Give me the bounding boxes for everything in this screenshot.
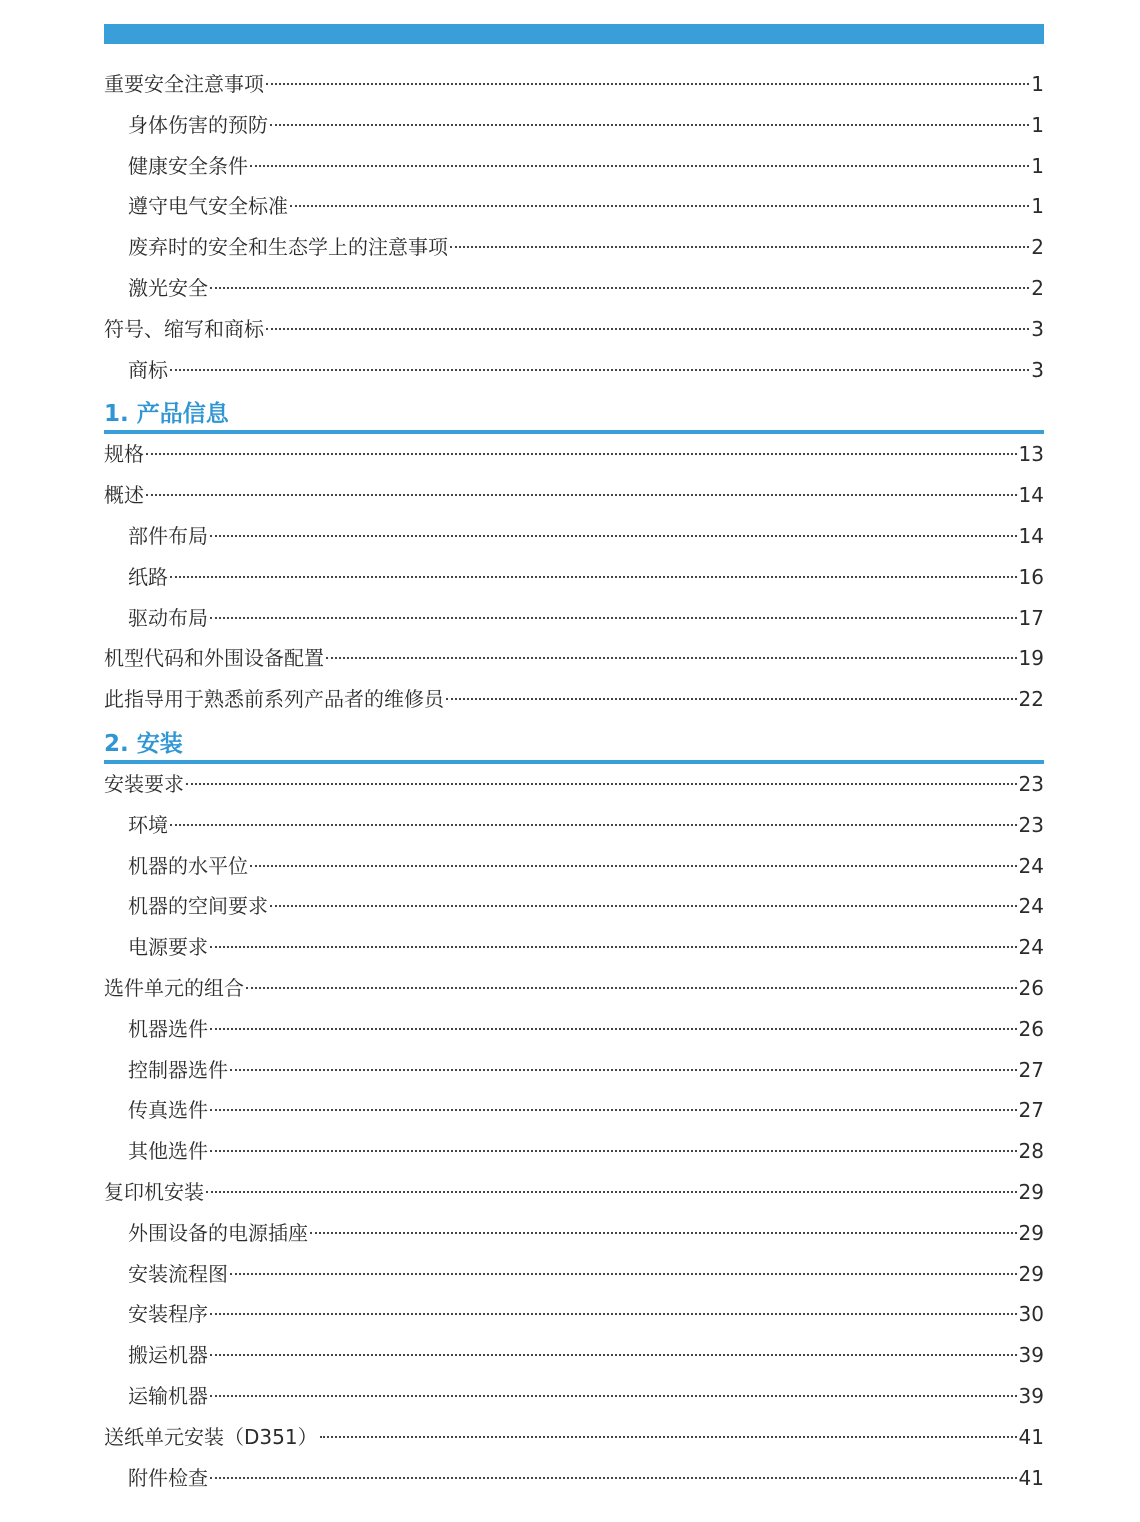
toc-entry-label: 部件布局 — [128, 523, 208, 548]
toc-subentry[interactable] — [104, 350, 1044, 391]
dot-leader — [230, 1272, 1017, 1275]
toc-subentry[interactable] — [104, 1090, 1044, 1131]
chapter-heading — [104, 720, 1044, 764]
dot-leader — [210, 1394, 1017, 1397]
toc-entry-label: 重要安全注意事项 — [104, 72, 264, 96]
toc-page-number: 19 — [1018, 646, 1044, 671]
toc-page-number: 41 — [1018, 1465, 1044, 1490]
toc-subentry[interactable] — [104, 1213, 1044, 1254]
toc-subentry[interactable] — [104, 516, 1044, 557]
dot-leader — [170, 575, 1017, 578]
toc-subentry[interactable] — [104, 846, 1044, 887]
toc-entry-label: 安装流程图 — [128, 1261, 228, 1286]
dot-leader — [210, 1312, 1017, 1315]
toc-page-number: 24 — [1018, 935, 1044, 960]
toc-subentry[interactable] — [104, 1050, 1044, 1091]
toc-subentry[interactable] — [104, 1294, 1044, 1335]
dot-leader — [320, 1435, 1017, 1438]
toc-entry-label: 身体伤害的预防 — [128, 112, 268, 137]
toc-page-number: 2 — [1031, 235, 1044, 260]
toc-page-number: 29 — [1018, 1261, 1044, 1286]
dot-leader — [210, 1027, 1017, 1030]
toc-subentry[interactable] — [104, 186, 1044, 227]
dot-leader — [246, 986, 1017, 989]
toc-page-number: 39 — [1018, 1383, 1044, 1408]
dot-leader — [210, 534, 1017, 537]
toc-page-number: 17 — [1018, 605, 1044, 630]
toc-subentry[interactable] — [104, 227, 1044, 268]
toc-entry-label: 送纸单元安装（D351） — [104, 1424, 318, 1449]
toc-entry-label: 纸路 — [128, 564, 168, 589]
toc-entry-label: 符号、缩写和商标 — [104, 316, 264, 341]
toc-subentry[interactable] — [104, 1335, 1044, 1376]
toc-subentry[interactable] — [104, 1376, 1044, 1417]
dot-leader — [310, 1231, 1017, 1234]
toc-page-number: 26 — [1018, 975, 1044, 1000]
chapter-title: 1. 产品信息 — [104, 401, 229, 428]
toc-subentry[interactable] — [104, 927, 1044, 968]
dot-leader — [210, 616, 1017, 619]
toc-page-number: 22 — [1018, 687, 1044, 712]
toc-entry-label: 安装要求 — [104, 771, 184, 796]
toc-page-number: 29 — [1018, 1179, 1044, 1204]
toc-entry[interactable] — [104, 968, 1044, 1009]
toc-entry-label: 驱动布局 — [128, 605, 208, 630]
toc-entry-label: 传真选件 — [128, 1098, 208, 1123]
toc-page-number: 3 — [1031, 357, 1044, 382]
toc-entry-label: 遵守电气安全标准 — [128, 194, 288, 219]
toc-page-number: 14 — [1018, 523, 1044, 548]
toc-entry-label: 机器的空间要求 — [128, 894, 268, 919]
toc-entry-label: 安装程序 — [128, 1302, 208, 1327]
toc-subentry[interactable] — [104, 268, 1044, 309]
dot-leader — [270, 904, 1017, 907]
toc-entry-label: 规格 — [104, 442, 144, 467]
toc-page-number: 23 — [1018, 771, 1044, 796]
toc-subentry[interactable] — [104, 1009, 1044, 1050]
dot-leader — [230, 1068, 1017, 1071]
toc-subentry[interactable] — [104, 105, 1044, 146]
dot-leader — [450, 245, 1029, 248]
dot-leader — [146, 452, 1017, 455]
toc-entry[interactable] — [104, 64, 1044, 105]
toc-entry-label: 电源要求 — [128, 935, 208, 960]
chapter-rule — [104, 430, 1044, 434]
toc-subentry[interactable] — [104, 557, 1044, 598]
toc-page-number: 2 — [1031, 275, 1044, 300]
dot-leader — [270, 123, 1029, 126]
toc-entry-label: 概述 — [104, 483, 144, 508]
toc-page-number: 16 — [1018, 564, 1044, 589]
toc-entry-label: 附件检查 — [128, 1465, 208, 1490]
toc-subentry[interactable] — [104, 805, 1044, 846]
toc-entry-label: 运输机器 — [128, 1383, 208, 1408]
toc-entry-label: 复印机安装 — [104, 1179, 204, 1204]
toc-page-number: 3 — [1031, 316, 1044, 341]
toc-entry[interactable] — [104, 434, 1044, 475]
toc-entry-label: 环境 — [128, 812, 168, 837]
toc-entry[interactable] — [104, 475, 1044, 516]
toc-entry-label: 控制器选件 — [128, 1057, 228, 1082]
dot-leader — [206, 1190, 1017, 1193]
dot-leader — [210, 286, 1029, 289]
dot-leader — [266, 82, 1029, 85]
toc-page-number: 1 — [1031, 112, 1044, 137]
toc-entry-label: 搬运机器 — [128, 1343, 208, 1368]
toc-entry-label: 此指导用于熟悉前系列产品者的维修员 — [104, 687, 444, 712]
toc-entry[interactable] — [104, 1172, 1044, 1213]
toc-page-number: 1 — [1031, 194, 1044, 219]
toc-page-number: 27 — [1018, 1057, 1044, 1082]
toc-entry[interactable] — [104, 679, 1044, 720]
toc-entry-label: 其他选件 — [128, 1139, 208, 1164]
chapter-rule — [104, 760, 1044, 764]
toc-page-number: 24 — [1018, 894, 1044, 919]
toc-entry-label: 健康安全条件 — [128, 153, 248, 178]
dot-leader — [210, 1353, 1017, 1356]
toc-page-number: 27 — [1018, 1098, 1044, 1123]
dot-leader — [446, 697, 1017, 700]
toc-subentry[interactable] — [104, 1254, 1044, 1295]
dot-leader — [186, 782, 1017, 785]
toc-subentry[interactable] — [104, 146, 1044, 187]
dot-leader — [210, 1108, 1017, 1111]
toc-entry-label: 机器的水平位 — [128, 853, 248, 878]
toc-page-number: 26 — [1018, 1016, 1044, 1041]
toc-page-number: 29 — [1018, 1220, 1044, 1245]
toc-entry[interactable] — [104, 638, 1044, 679]
toc-subentry[interactable] — [104, 598, 1044, 639]
chapter-heading — [104, 390, 1044, 434]
dot-leader — [250, 164, 1029, 167]
toc-page-number: 41 — [1018, 1424, 1044, 1449]
toc-entry[interactable] — [104, 309, 1044, 350]
toc-subentry[interactable] — [104, 1131, 1044, 1172]
dot-leader — [326, 656, 1017, 659]
dot-leader — [146, 493, 1017, 496]
dot-leader — [290, 204, 1029, 207]
toc-page-number: 1 — [1031, 72, 1044, 96]
toc-page-number: 39 — [1018, 1343, 1044, 1368]
toc-page-number: 30 — [1018, 1302, 1044, 1327]
toc-page-number: 13 — [1018, 442, 1044, 467]
toc-entry-label: 机器选件 — [128, 1016, 208, 1041]
toc-page-number: 24 — [1018, 853, 1044, 878]
toc-entry-label: 废弃时的安全和生态学上的注意事项 — [128, 235, 448, 260]
toc-page-number: 1 — [1031, 153, 1044, 178]
dot-leader — [170, 368, 1029, 371]
toc-page-number: 14 — [1018, 483, 1044, 508]
toc-entry-label: 机型代码和外围设备配置 — [104, 646, 324, 671]
chapter-title: 2. 安装 — [104, 730, 183, 757]
toc-entry-label: 选件单元的组合 — [104, 975, 244, 1000]
toc-entry[interactable] — [104, 1417, 1044, 1458]
toc-entry-label: 商标 — [128, 357, 168, 382]
toc-entry-label: 外围设备的电源插座 — [128, 1220, 308, 1245]
header-color-bar — [104, 24, 1044, 44]
toc-page — [104, 24, 1044, 1498]
dot-leader — [210, 1149, 1017, 1152]
dot-leader — [266, 327, 1029, 330]
dot-leader — [250, 864, 1017, 867]
dot-leader — [210, 1476, 1017, 1479]
toc-subentry[interactable] — [104, 886, 1044, 927]
toc-page-number: 23 — [1018, 812, 1044, 837]
toc-entry-label: 激光安全 — [128, 275, 208, 300]
toc-subentry[interactable] — [104, 1458, 1044, 1499]
toc-page-number: 28 — [1018, 1139, 1044, 1164]
dot-leader — [210, 945, 1017, 948]
dot-leader — [170, 823, 1017, 826]
toc-entry[interactable] — [104, 764, 1044, 805]
table-of-contents — [104, 64, 1044, 1498]
